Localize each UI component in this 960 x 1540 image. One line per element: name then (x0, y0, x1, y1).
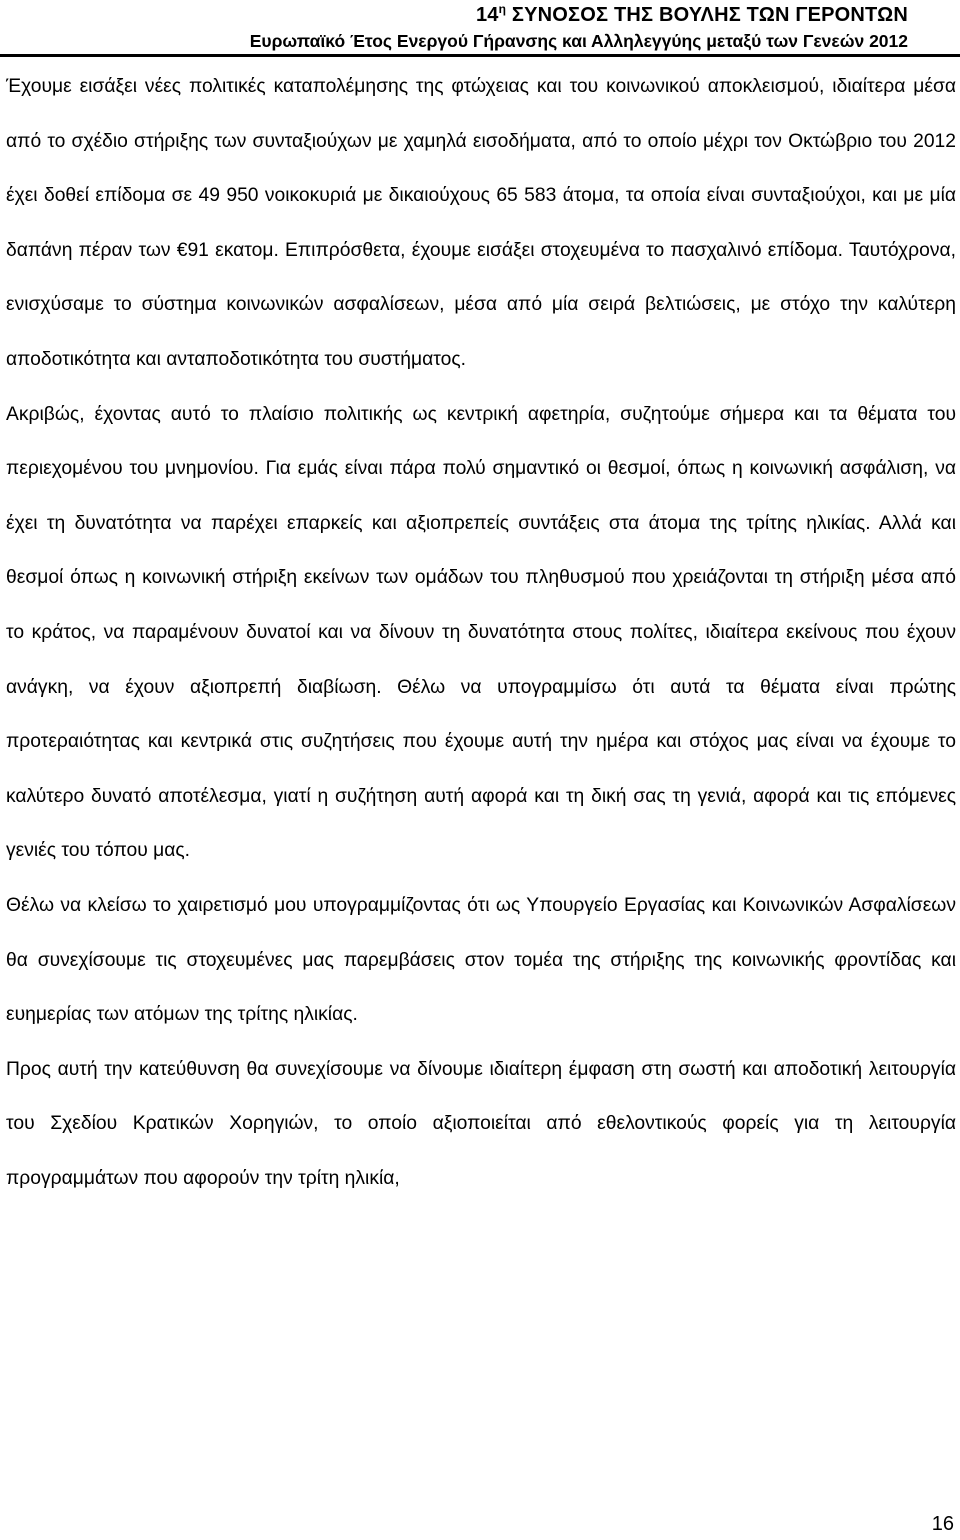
header-title-superscript: η (498, 2, 507, 16)
header-title (250, 2, 908, 28)
paragraph-3: Θέλω να κλείσω το χαιρετισμό μου υπογραμμίζοντας ότι ως Υπουργείο Εργασίας και Κοινωνικών Ασφαλίσεων θα συνεχίσουμε τις στοχευμένες μας παρεμβάσεις στον τομέα της στήριξης της κοινωνικής φροντίδας και ευημερίας των ατόμων της τρίτης ηλικίας. (6, 894, 956, 1026)
paragraph-1: Έχουμε εισάξει νέες πολιτικές καταπολέμησης της φτώχειας και του κοινωνικού αποκλεισμού, ιδιαίτερα μέσα από το σχέδιο στήριξης των συνταξιούχων με χαμηλά εισοδήματα, από το οποίο μέχρι τον Οκτώβριο του 2012 έχει δοθεί επίδομα σε 49 950 νοικοκυριά με δικαιούχους 65 583 άτομα, τα οποία είναι συνταξιούχοι, και με μία δαπάνη πέραν των €91 εκατομ. Επιπρόσθετα, έχουμε εισάξει στοχευμένα το πασχαλινό επίδομα. Ταυτόχρονα, ενισχύσαμε το σύστημα κοινωνικών ασφαλίσεων, μέσα από μία σειρά βελτιώσεις, με στόχο την καλύτερη αποδοτικότητα και ανταποδοτικότητα του συστήματος. (6, 76, 956, 370)
header-title-number: 14 (475, 4, 499, 26)
header-title-text: ΣΥΝΟΣΟΣ ΤΗΣ ΒΟΥΛΗΣ ΤΩΝ ΓΕΡΟΝΤΩΝ (506, 4, 908, 26)
paragraph-2: Ακριβώς, έχοντας αυτό το πλαίσιο πολιτικής ως κεντρική αφετηρία, συζητούμε σήμερα και τα θέματα του περιεχομένου του μνημονίου. Για εμάς είναι πάρα πολύ σημαντικό οι θεσμοί, όπως η κοινωνική ασφάλιση, να έχει τη δυνατότητα να παρέχει επαρκείς και αξιοπρεπείς συντάξεις στα άτομα της τρίτης ηλικίας. Αλλά και θεσμοί όπως η κοινωνική στήριξη εκείνων των ομάδων του πληθυσμού που χρειάζονται τη στήριξη μέσα από το κράτος, να παραμένουν δυνατοί και να δίνουν τη δυνατότητα στους πολίτες, ιδιαίτερα εκείνους που έχουν ανάγκη, να έχουν αξιοπρεπή διαβίωση. Θέλω να υπογραμμίσω ότι αυτά τα θέματα είναι πρώτης προτεραιότητας και κεντρικά στις συζητήσεις που έχουμε αυτή την ημέρα και στόχος μας είναι να έχουμε το καλύτερο δυνατό αποτέλεσμα, γιατί η συζήτηση αυτή αφορά και τη δική σας τη γενιά, αφορά και τις επόμενες γενιές του τόπου μας. (6, 403, 956, 862)
header-divider (0, 54, 960, 57)
body-text (6, 60, 956, 1206)
header-subtitle: Ευρωπαϊκό Έτος Ενεργού Γήρανσης και Αλληλεγγύης μεταξύ των Γενεών 2012 (249, 31, 908, 51)
page-number: 16 (931, 1513, 954, 1535)
page-header (250, 2, 908, 54)
paragraph-4: Προς αυτή την κατεύθυνση θα συνεχίσουμε να δίνουμε ιδιαίτερη έμφαση στη σωστή και αποδοτική λειτουργία του Σχεδίου Κρατικών Χορηγιών, το οποίο αξιοποιείται από εθελοντικούς φορείς για τη λειτουργία προγραμμάτων που αφορούν την τρίτη ηλικία, (6, 1058, 956, 1189)
